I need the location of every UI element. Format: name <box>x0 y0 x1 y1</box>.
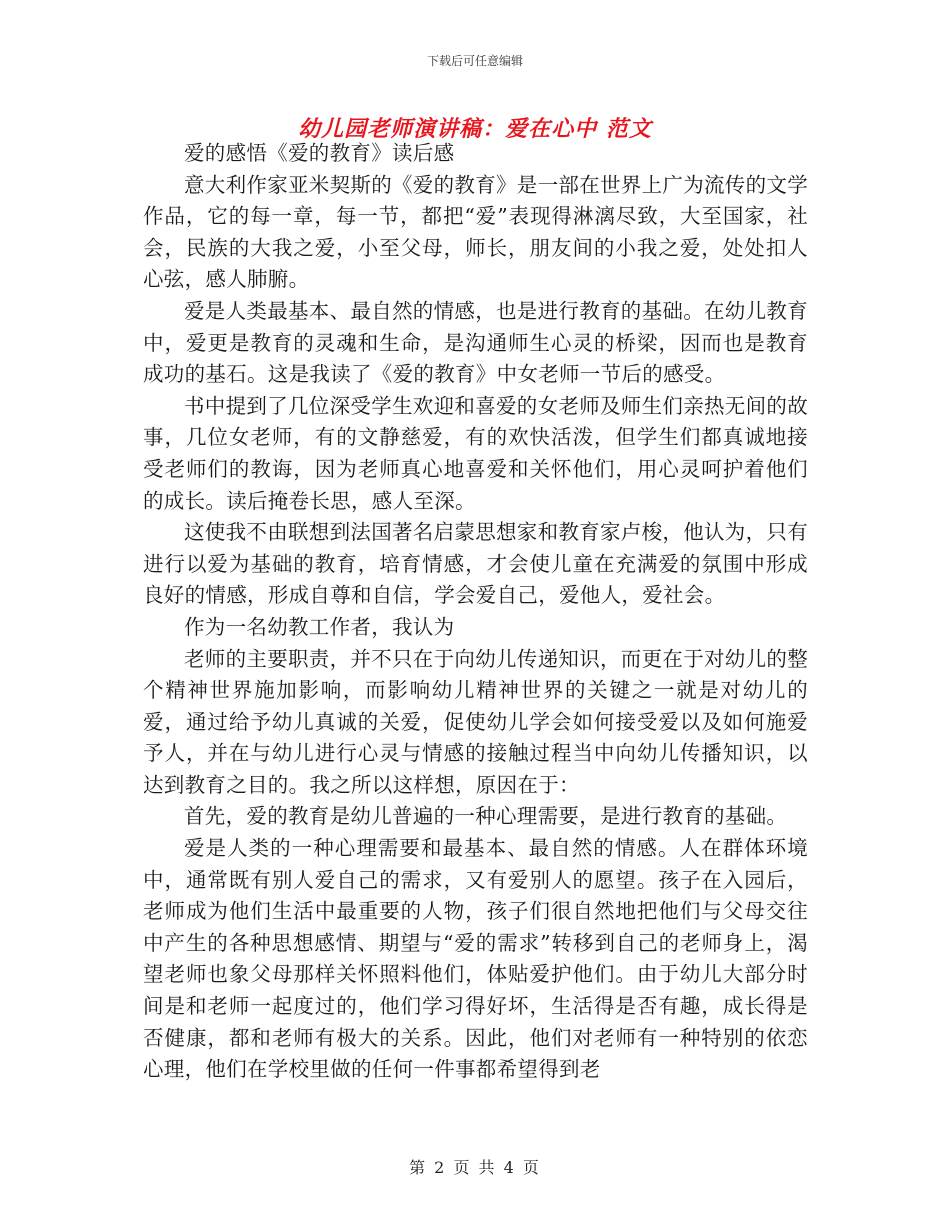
paragraph: 老师的主要职责，并不只在于向幼儿传递知识，而更在于对幼儿的整个精神世界施加影响，而影响幼儿精神世界的关键之一就是对幼儿的爱，通过给予幼儿真诚的关爱，促使幼儿学会如何接受爱以及如何施爱予人，并在与幼儿进行心灵与情感的接触过程当中向幼儿传播知识，以达到教育之目的。我之所以这样想，原因在于： <box>143 646 808 797</box>
paragraph: 爱是人类最基本、最自然的情感，也是进行教育的基础。在幼儿教育中，爱更是教育的灵魂和生命，是沟通师生心灵的桥梁，因而也是教育成功的基石。这是我读了《爱的教育》中女老师一节后的感受。 <box>143 298 808 387</box>
paragraph: 作为一名幼教工作者，我认为 <box>184 614 455 639</box>
header-note: 下载后可任意编辑 <box>426 54 523 68</box>
paragraph: 爱是人类的一种心理需要和最基本、最自然的情感。人在群体环境中，通常既有别人爱自己的需求，又有爱别人的愿望。孩子在入园后，老师成为他们生活中最重要的人物，孩子们很自然地把他们与父母交往中产生的各种思想感情、期望与“爱的需求”转移到自己的老师身上，渴望老师也象父母那样关怀照料他们，体贴爱护他们。由于幼儿大部分时间是和老师一起度过的，他们学习得好坏，生活得是否有趣，成长得是否健康，都和老师有极大的关系。因此，他们对老师有一种特别的依恋心理，他们在学校里做的任何一件事都希望得到老 <box>143 836 808 1082</box>
paragraph: 意大利作家亚米契斯的《爱的教育》是一部在世界上广为流传的文学作品，它的每一章，每一节，都把“爱”表现得淋漓尽致，大至国家，社会，民族的大我之爱，小至父母，师长，朋友间的小我之爱，处处扣人心弦，感人肺腑。 <box>143 172 808 292</box>
document-title: 幼儿园老师演讲稿：爱在心中 范文 <box>298 116 652 142</box>
paragraph: 这使我不由联想到法国著名启蒙思想家和教育家卢梭，他认为，只有进行以爱为基础的教育，培育情感，才会使儿童在充满爱的氛围中形成良好的情感，形成自尊和自信，学会爱自己，爱他人，爱社会。 <box>143 520 808 608</box>
page-number: 第 2 页 共 4 页 <box>409 1158 541 1177</box>
paragraph-subtitle: 爱的感悟《爱的教育》读后感 <box>184 141 455 165</box>
document-body <box>143 138 808 1086</box>
paragraph: 首先，爱的教育是幼儿普遍的一种心理需要，是进行教育的基础。 <box>184 804 788 829</box>
paragraph: 书中提到了几位深受学生欢迎和喜爱的女老师及师生们亲热无间的故事，几位女老师，有的文静慈爱，有的欢快活泼，但学生们都真诚地接受老师们的教诲，因为老师真心地喜爱和关怀他们，用心灵呵护着他们的成长。读后掩卷长思，感人至深。 <box>143 393 808 513</box>
